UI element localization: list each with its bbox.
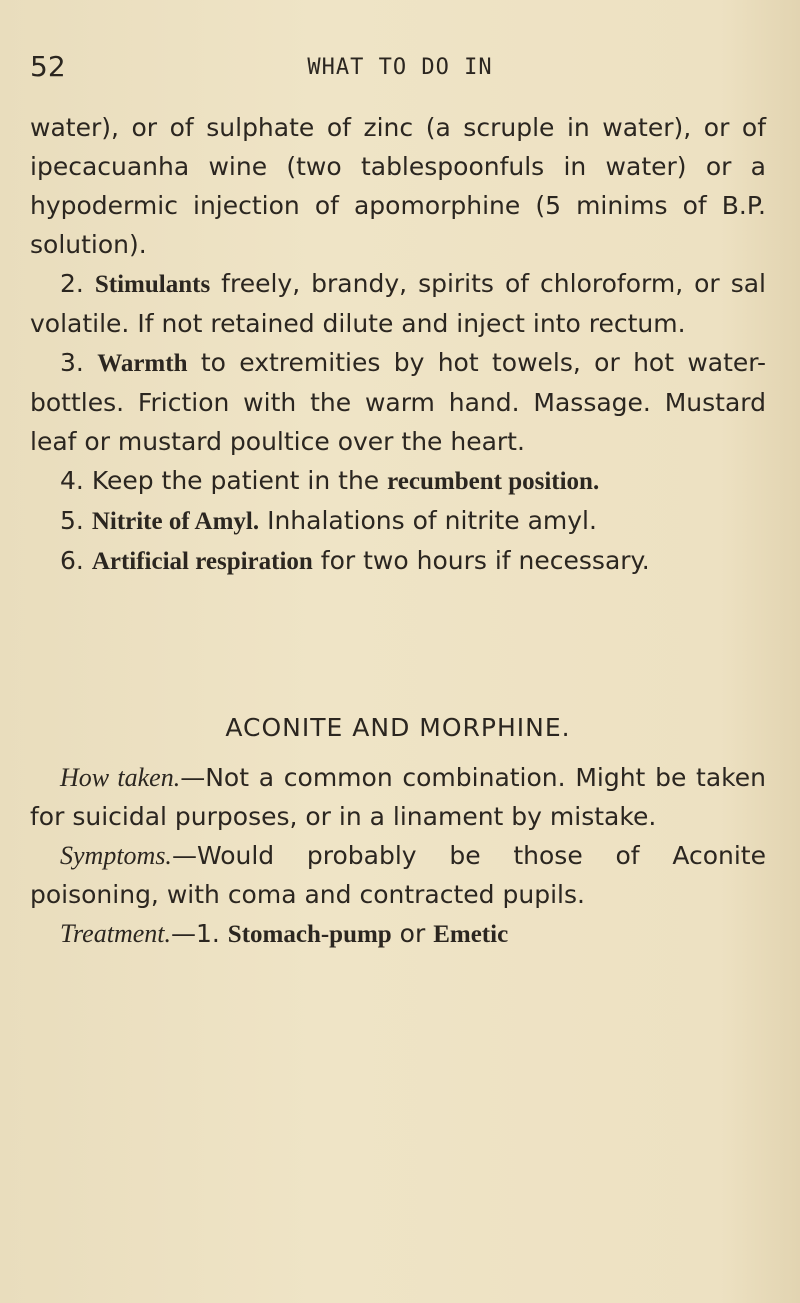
label-symptoms: Symptoms.: [60, 841, 172, 870]
item-keyword: Warmth: [97, 350, 188, 377]
item-keyword: Nitrite of Amyl.: [91, 508, 260, 535]
item-number: 4.: [60, 466, 84, 495]
item-number: 6.: [60, 546, 84, 575]
paragraph-treatment: [30, 914, 766, 954]
page-header: [30, 50, 770, 90]
label-treatment: Treatment.: [60, 919, 171, 948]
item-recumbent: [30, 461, 766, 501]
item-number: 5.: [60, 506, 84, 535]
item-stimulants: [30, 264, 766, 343]
item-text: to extremities by hot towels, or hot water-bottles. Friction with the warm hand. Massage. Mustard leaf or mustard poultice over the heart.: [30, 348, 766, 456]
paragraph-symptoms: [30, 836, 766, 914]
how-taken-text: —Not a common combination. Might be taken for suicidal purposes, or in a linament by mistake.: [30, 763, 766, 831]
item-respiration: [30, 541, 766, 581]
section-heading: ACONITE AND MORPHINE.: [225, 713, 571, 742]
item-keyword: Stimulants: [94, 271, 211, 298]
label-how-taken: How taken.: [60, 763, 181, 792]
item-text: Inhalations of nitrite amyl.: [267, 506, 597, 535]
symptoms-text: —Would probably be those of Aconite poisoning, with coma and contracted pupils.: [30, 841, 766, 909]
treatment-keyword: Stomach-pump: [227, 921, 392, 948]
treatment-number: —1.: [170, 919, 220, 948]
page-body: [30, 108, 766, 954]
treatment-or: or: [399, 919, 426, 948]
item-keyword: recumbent position.: [387, 468, 600, 495]
item-text: freely, brandy, spirits of chloroform, or sal volatile. If not retained dilute and inject into rectum.: [30, 269, 766, 338]
running-head: WHAT TO DO IN: [307, 55, 493, 80]
item-text: for two hours if necessary.: [320, 546, 650, 575]
item-warmth: [30, 343, 766, 461]
item-text: Keep the patient in the: [91, 466, 380, 495]
item-number: 3.: [60, 348, 84, 377]
item-number: 2.: [60, 269, 84, 298]
treatment-keyword-2: Emetic: [433, 921, 509, 948]
item-nitrite: [30, 501, 766, 541]
paragraph-how-taken: [30, 758, 766, 836]
item-keyword: Artificial respiration: [91, 548, 313, 575]
page-number: 52: [30, 50, 66, 83]
paragraph-continuation: water), or of sulphate of zinc (a scruple in water), or of ipecacuanha wine (two tablespoonfuls in water) or a hypodermic injection of apomorphine (5 minims of B.P. solution).: [30, 113, 766, 259]
